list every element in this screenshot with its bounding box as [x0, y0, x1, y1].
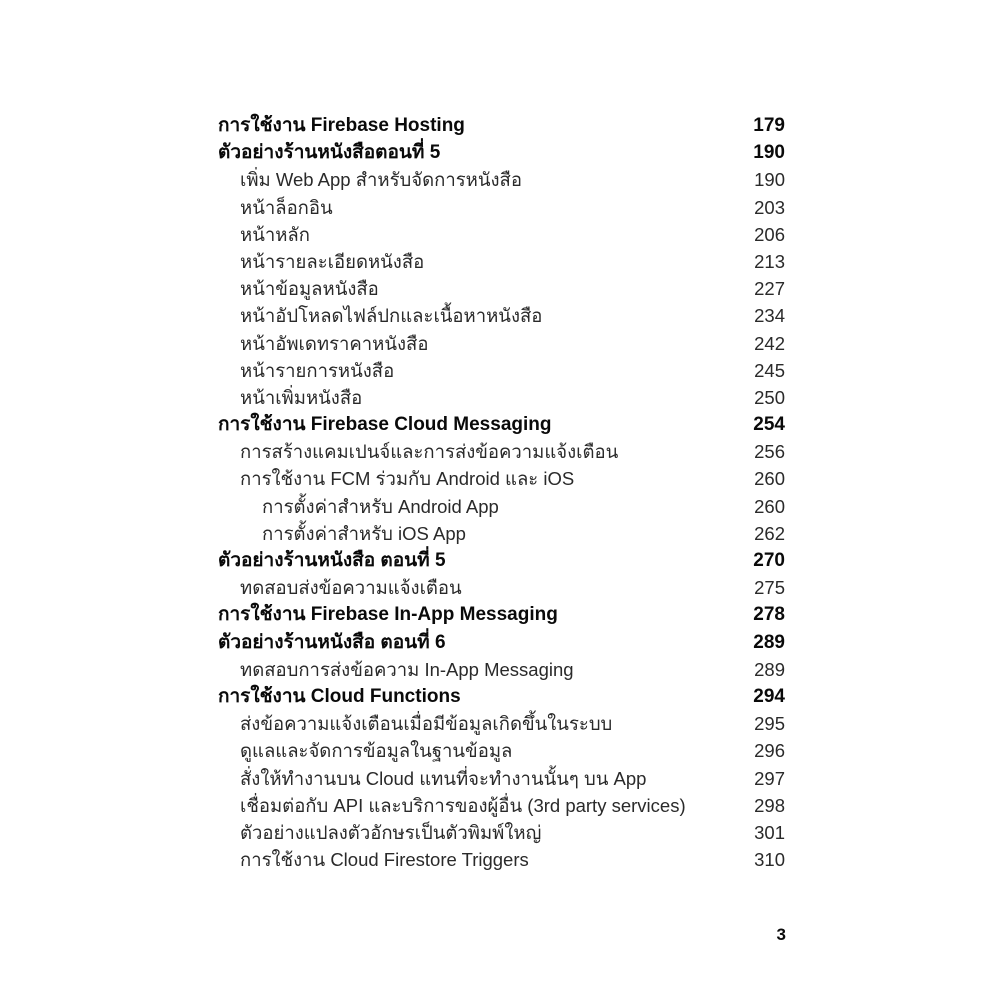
toc-entry-title: ตัวอย่างร้านหนังสือ ตอนที่ 6: [218, 631, 446, 653]
toc-entry-page-number: 227: [754, 278, 785, 300]
toc-entry-title: เชื่อมต่อกับ API และบริการของผู้อื่น (3rd party services): [240, 794, 686, 816]
toc-entry-page-number: 295: [754, 713, 785, 735]
toc-entry-page-number: 250: [754, 386, 785, 408]
toc-entry-page-number: 234: [754, 305, 785, 327]
toc-entry-title: ตัวอย่างร้านหนังสือ ตอนที่ 5: [218, 550, 446, 571]
toc-entry-title: การใช้งาน Cloud Functions: [218, 685, 461, 707]
toc-entry-page-number: 245: [754, 359, 785, 381]
toc-entry-page-number: 260: [754, 468, 785, 490]
toc-entry-page-number: 278: [753, 604, 785, 626]
toc-entry-page-number: 262: [754, 522, 785, 544]
toc-entry-page-number: 254: [753, 414, 785, 436]
toc-entry-page-number: 301: [754, 821, 785, 843]
toc-entry: [218, 846, 785, 873]
toc-entry: [218, 139, 785, 166]
toc-entry: [218, 601, 785, 628]
toc-entry: [218, 547, 785, 574]
toc-entry-title: ทดสอบการส่งข้อความ In-App Messaging: [240, 658, 574, 680]
toc-entry-title: การใช้งาน Firebase Hosting: [218, 115, 465, 136]
toc-entry-title: หน้าข้อมูลหนังสือ: [240, 278, 379, 300]
toc-entry-title: หน้ารายการหนังสือ: [240, 359, 395, 381]
toc-entry: [218, 520, 785, 547]
toc-entry: [218, 683, 785, 710]
toc-entry-page-number: 260: [754, 495, 785, 517]
toc-entry: [218, 384, 785, 411]
toc-entry-title: หน้ารายละเอียดหนังสือ: [240, 250, 425, 272]
toc-entry: [218, 656, 785, 683]
toc-entry-title: หน้าล็อกอิน: [240, 196, 333, 218]
toc-entry-title: หน้าหลัก: [240, 223, 310, 245]
toc-entry-page-number: 297: [754, 767, 785, 789]
toc-entry-title: การใช้งาน FCM ร่วมกับ Android และ iOS: [240, 468, 575, 490]
toc-entry: [218, 221, 785, 248]
toc-entry-title: ดูแลและจัดการข้อมูลในฐานข้อมูล: [240, 740, 513, 762]
toc-entry-page-number: 179: [753, 115, 785, 136]
footer-page-number: 3: [776, 925, 786, 944]
toc-entry-page-number: 289: [754, 658, 785, 680]
toc-entry: [218, 330, 785, 357]
toc-entry-title: เพิ่ม Web App สำหรับจัดการหนังสือ: [240, 169, 522, 191]
toc-entry-page-number: 310: [754, 849, 785, 871]
toc-entry-page-number: 296: [754, 740, 785, 762]
toc-entry-page-number: 289: [753, 631, 785, 653]
toc-entry-page-number: 206: [754, 223, 785, 245]
toc-entry-title: ส่งข้อความแจ้งเตือนเมื่อมีข้อมูลเกิดขึ้นในระบบ: [240, 713, 613, 735]
toc-entry: [218, 819, 785, 846]
toc-entry-title: หน้าอัพเดทราคาหนังสือ: [240, 332, 429, 354]
toc-entry-title: การใช้งาน Cloud Firestore Triggers: [240, 849, 529, 871]
toc-entry-title: สั่งให้ทำงานบน Cloud แทนที่จะทำงานนั้นๆ บน App: [240, 767, 647, 789]
toc-entry-page-number: 203: [754, 196, 785, 218]
toc-entry-title: ทดสอบส่งข้อความแจ้งเตือน: [240, 577, 462, 599]
toc-entry: [218, 765, 785, 792]
table-of-contents: [218, 112, 785, 873]
toc-entry: [218, 737, 785, 764]
toc-entry: [218, 411, 785, 438]
toc-entry-title: การตั้งค่าสำหรับ Android App: [262, 495, 499, 517]
toc-entry: [218, 166, 785, 193]
toc-entry-title: หน้าเพิ่มหนังสือ: [240, 386, 363, 408]
toc-entry-page-number: 190: [754, 169, 785, 191]
toc-entry: [218, 302, 785, 329]
toc-entry-title: การใช้งาน Firebase Cloud Messaging: [218, 414, 552, 436]
toc-entry-page-number: 256: [754, 441, 785, 463]
toc-entry-title: หน้าอัปโหลดไฟล์ปกและเนื้อหาหนังสือ: [240, 305, 543, 327]
toc-entry-title: ตัวอย่างแปลงตัวอักษรเป็นตัวพิมพ์ใหญ่: [240, 821, 542, 843]
toc-entry: [218, 710, 785, 737]
toc-entry: [218, 629, 785, 656]
toc-entry-title: การใช้งาน Firebase In-App Messaging: [218, 604, 558, 626]
toc-entry-page-number: 294: [753, 685, 785, 707]
toc-entry-page-number: 275: [754, 577, 785, 599]
toc-entry-page-number: 298: [754, 794, 785, 816]
toc-entry: [218, 275, 785, 302]
toc-entry: [218, 574, 785, 601]
toc-entry: [218, 194, 785, 221]
toc-entry-title: การสร้างแคมเปนจ์และการส่งข้อความแจ้งเตือน: [240, 441, 619, 463]
toc-entry: [218, 438, 785, 465]
toc-entry: [218, 248, 785, 275]
toc-entry: [218, 357, 785, 384]
toc-entry: [218, 465, 785, 492]
toc-entry-page-number: 190: [753, 142, 785, 164]
toc-entry-page-number: 242: [754, 332, 785, 354]
toc-entry-page-number: 213: [754, 250, 785, 272]
toc-entry-title: ตัวอย่างร้านหนังสือตอนที่ 5: [218, 142, 441, 164]
toc-entry: [218, 792, 785, 819]
toc-entry-title: การตั้งค่าสำหรับ iOS App: [262, 522, 466, 544]
toc-entry: [218, 112, 785, 139]
toc-entry: [218, 493, 785, 520]
toc-entry-page-number: 270: [753, 550, 785, 571]
